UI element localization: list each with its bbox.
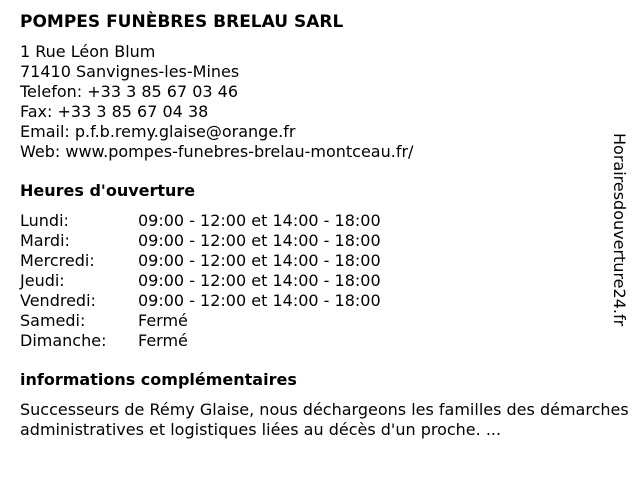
day-hours: 09:00 - 12:00 et 14:00 - 18:00 <box>138 291 381 310</box>
hours-row-monday <box>20 211 632 231</box>
hours-heading: Heures d'ouverture <box>20 181 196 200</box>
hours-row-wednesday <box>20 251 632 271</box>
day-label: Dimanche: <box>20 331 107 350</box>
contact-block <box>20 42 632 162</box>
day-hours: 09:00 - 12:00 et 14:00 - 18:00 <box>138 211 381 230</box>
hours-row-sunday <box>20 331 632 351</box>
hours-row-friday <box>20 291 632 311</box>
day-hours: Fermé <box>138 331 188 350</box>
day-label: Jeudi: <box>20 271 65 290</box>
day-label: Lundi: <box>20 211 69 230</box>
day-label: Mardi: <box>20 231 70 250</box>
hours-row-tuesday <box>20 231 632 251</box>
watermark-text: Horairesdouverture24.fr <box>610 133 629 327</box>
info-description: Successeurs de Rémy Glaise, nous déchargeons les familles des démarches administratives et logistiques liées au décès d'un proche. ... <box>20 400 629 439</box>
web-line: Web: www.pompes-funebres-brelau-montceau.fr/ <box>20 142 414 161</box>
hours-table <box>20 211 632 351</box>
address-city: 71410 Sanvignes-les-Mines <box>20 62 240 81</box>
fax-line: Fax: +33 3 85 67 04 38 <box>20 102 209 121</box>
day-hours: 09:00 - 12:00 et 14:00 - 18:00 <box>138 251 381 270</box>
day-label: Mercredi: <box>20 251 95 270</box>
address-street: 1 Rue Léon Blum <box>20 42 156 61</box>
business-name: POMPES FUNÈBRES BRELAU SARL <box>20 12 344 32</box>
info-heading: informations complémentaires <box>20 370 297 389</box>
hours-row-thursday <box>20 271 632 291</box>
business-card <box>20 10 632 440</box>
day-hours: 09:00 - 12:00 et 14:00 - 18:00 <box>138 231 381 250</box>
phone-line: Telefon: +33 3 85 67 03 46 <box>20 82 239 101</box>
email-line: Email: p.f.b.remy.glaise@orange.fr <box>20 122 296 141</box>
hours-row-saturday <box>20 311 632 331</box>
day-hours: 09:00 - 12:00 et 14:00 - 18:00 <box>138 271 381 290</box>
day-label: Vendredi: <box>20 291 96 310</box>
day-hours: Fermé <box>138 311 188 330</box>
site-watermark <box>598 133 640 347</box>
day-label: Samedi: <box>20 311 86 330</box>
